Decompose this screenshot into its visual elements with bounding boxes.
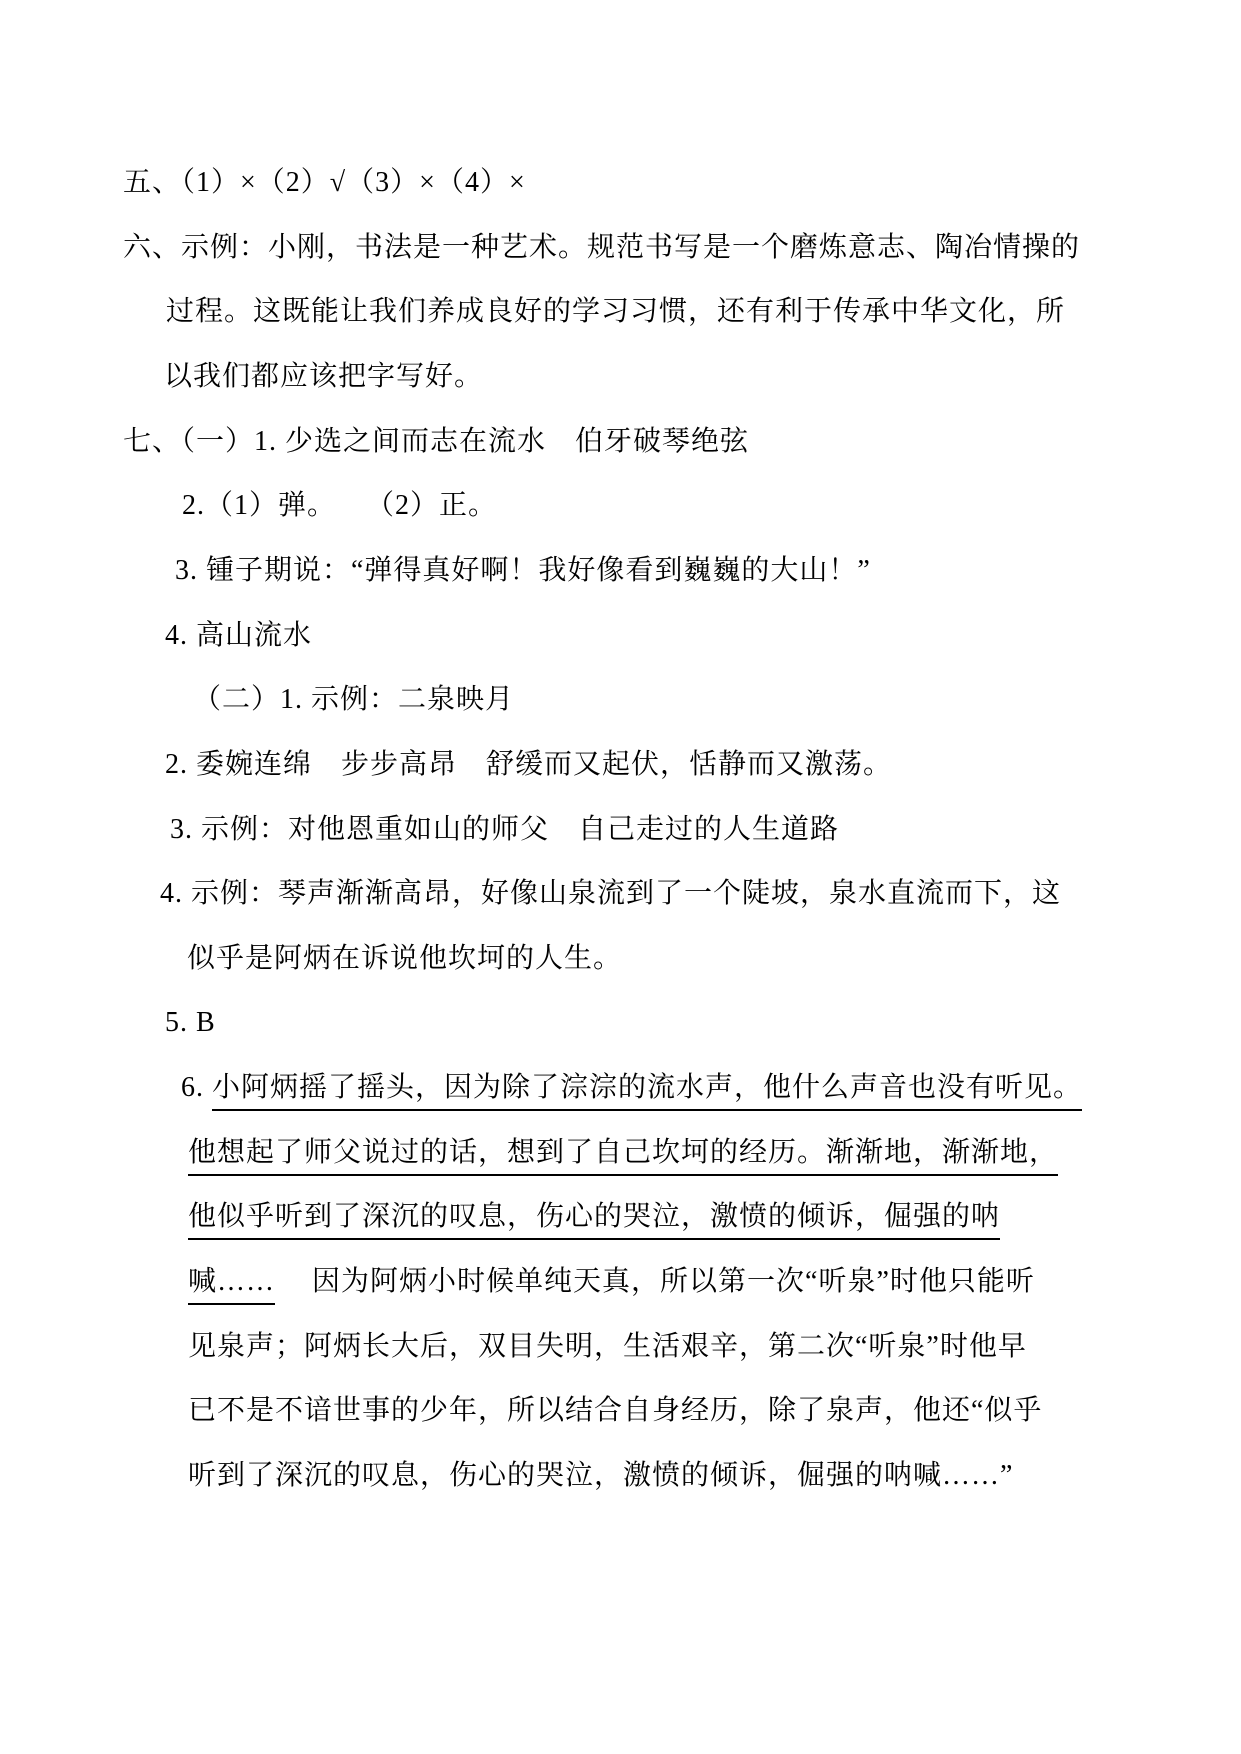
- answer-line: [182, 489, 497, 523]
- answer-text-segment: 3. 锺子期说：“弹得真好啊！我好像看到巍巍的大山！”: [175, 555, 871, 586]
- answer-line: [166, 295, 1065, 329]
- answer-text-segment: 似乎是阿炳在诉说他坎坷的人生。: [187, 943, 623, 974]
- answer-line: [164, 360, 483, 394]
- answer-line: [170, 813, 839, 847]
- answer-text-segment: 见泉声；阿炳长大后，双目失明，生活艰辛，第二次“听泉”时他早: [188, 1331, 1027, 1362]
- answer-text-segment: 已不是不谙世事的少年，所以结合自身经历，除了泉声，他还“似乎: [188, 1395, 1043, 1426]
- underlined-answer-segment: 小阿炳摇了摇头，因为除了淙淙的流水声，他什么声音也没有听见。: [212, 1071, 1082, 1111]
- underlined-answer-segment: 他想起了师父说过的话，想到了自己坎坷的经历。渐渐地，渐渐地，: [188, 1136, 1058, 1176]
- answer-line: [188, 1265, 1035, 1305]
- answer-text-segment: 五、（1）×（2）√（3）×（4）×: [123, 167, 526, 198]
- answer-line: [187, 942, 622, 976]
- answer-line: [165, 619, 312, 653]
- answer-line: [181, 1071, 1082, 1111]
- answer-text-segment: 3. 示例：对他恩重如山的师父 自己走过的人生道路: [170, 814, 840, 845]
- underlined-answer-segment: 他似乎听到了深沉的叹息，伤心的哭泣，激愤的倾诉，倔强的呐: [188, 1200, 1000, 1240]
- answer-line: [123, 425, 749, 459]
- answer-line: [188, 1200, 1000, 1240]
- answer-text-segment: 过程。这既能让我们养成良好的学习习惯，还有利于传承中华文化，所: [166, 296, 1066, 327]
- answer-line: [188, 1394, 1042, 1428]
- answer-text-segment: 听到了深沉的叹息，伤心的哭泣，激愤的倾诉，倔强的呐喊……”: [188, 1460, 1014, 1491]
- answer-line: [188, 1330, 1027, 1364]
- answer-text-segment: 2.（1）弹。 （2）正。: [182, 490, 498, 521]
- answer-line: [165, 748, 892, 782]
- answer-text-segment: 七、（一）1. 少选之间而志在流水 伯牙破琴绝弦: [123, 426, 750, 457]
- answer-text-segment: 4. 高山流水: [165, 620, 313, 651]
- answer-text-segment: 因为阿炳小时候单纯天真，所以第一次“听泉”时他只能听: [275, 1266, 1035, 1297]
- answer-line: [165, 1006, 216, 1040]
- answer-text-segment: 六、示例：小刚，书法是一种艺术。规范书写是一个磨炼意志、陶冶情操的: [123, 232, 1081, 263]
- answer-text-segment: 2. 委婉连绵 步步高昂 舒缓而又起伏，恬静而又激荡。: [165, 749, 893, 780]
- answer-line: [188, 1459, 1013, 1493]
- answer-text-segment: 5. B: [165, 1007, 216, 1038]
- answer-line: [175, 554, 871, 588]
- answer-line: [160, 877, 1061, 911]
- answer-text-segment: （二）1. 示例：二泉映月: [193, 684, 515, 715]
- answer-text-segment: 6.: [181, 1072, 212, 1103]
- answer-line: [193, 683, 514, 717]
- answer-line: [188, 1136, 1058, 1176]
- underlined-answer-segment: 喊……: [188, 1265, 275, 1305]
- answer-line: [123, 166, 526, 200]
- answer-line: [123, 231, 1080, 265]
- answer-text-segment: 以我们都应该把字写好。: [164, 361, 484, 392]
- answer-text-segment: 4. 示例：琴声渐渐高昂，好像山泉流到了一个陡坡，泉水直流而下，这: [160, 878, 1062, 909]
